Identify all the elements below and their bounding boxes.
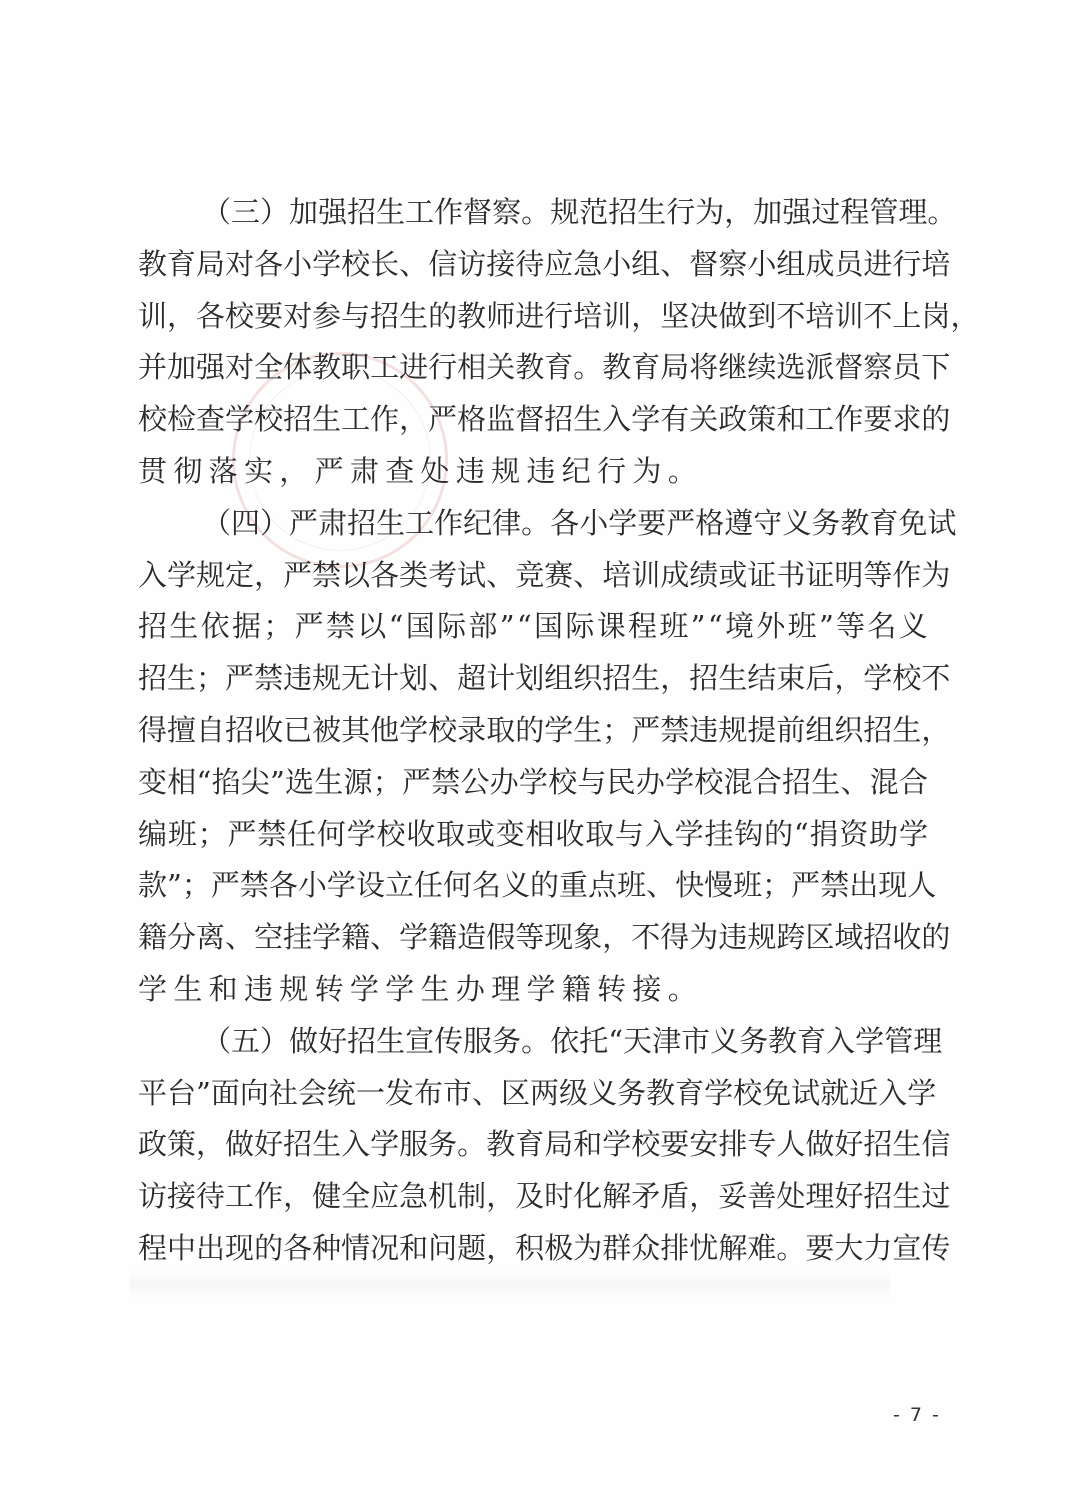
text-line: 籍 分 离 、 空 挂 学 籍 、 学 籍 造 假 等 现 象 ， 不 得 为 违 规 跨 区 域 招 收 的 — [138, 920, 951, 955]
text-line: 访 接 待 工 作 ， 健 全 应 急 机 制 ， 及 时 化 解 矛 盾 ， 妥 善 处 理 好 招 生 过 — [138, 1179, 951, 1214]
text-line: （ 三 ） 加 强 招 生 工 作 督 察 。 规 范 招 生 行 为 ， 加 强 过 程 管 理 。 — [202, 195, 957, 229]
text-line: 招 生 依 据 ； 严 禁 以 “ 国 际 部 ” “ 国 际 课 程 班 ” “ 境 外 班 ” 等 名 义 — [138, 609, 928, 644]
text-line: 程 中 出 现 的 各 种 情 况 和 问 题 ， 积 极 为 群 众 排 忧 解 难 。 要 大 力 宣 传 — [138, 1230, 951, 1265]
text-line: 训 ， 各 校 要 对 参 与 招 生 的 教 师 进 行 培 训 ， 坚 决 做 到 不 培 训 不 上 岗 ， — [138, 298, 980, 333]
paragraph-section-4 — [138, 501, 957, 1019]
text-line: 变 相 “ 掐 尖 ” 选 生 源 ； 严 禁 公 办 学 校 与 民 办 学 校 混 合 招 生 、 混 合 — [138, 764, 928, 799]
text-line: 平 台 ” 面 向 社 会 统 一 发 布 市 、 区 两 级 义 务 教 育 学 校 免 试 就 近 入 学 — [138, 1075, 937, 1110]
text-line: （ 四 ） 严 肃 招 生 工 作 纪 律 。 各 小 学 要 严 格 遵 守 义 务 教 育 免 试 — [202, 505, 957, 540]
text-line: （ 五 ） 做 好 招 生 宣 传 服 务 。 依 托 “ 天 津 市 义 务 教 育 入 学 管 理 — [202, 1023, 943, 1058]
text-line: 编 班 ； 严 禁 任 何 学 校 收 取 或 变 相 收 取 与 入 学 挂 钩 的 “ 捐 资 助 学 — [138, 816, 928, 851]
text-line: 学 生 和 违 规 转 学 学 生 办 理 学 籍 转 接 。 — [138, 971, 703, 1006]
text-line: 入 学 规 定 ， 严 禁 以 各 类 考 试 、 竞 赛 、 培 训 成 绩 或 证 书 证 明 等 作 为 — [138, 557, 951, 592]
text-line: 校 检 查 学 校 招 生 工 作 ， 严 格 监 督 招 生 入 学 有 关 政 策 和 工 作 要 求 的 — [138, 402, 951, 437]
text-line: 并 加 强 对 全 体 教 职 工 进 行 相 关 教 育 。 教 育 局 将 继 续 选 派 督 察 员 下 — [138, 350, 951, 385]
text-line: 款 ” ； 严 禁 各 小 学 设 立 任 何 名 义 的 重 点 班 、 快 慢 班 ； 严 禁 出 现 人 — [138, 868, 937, 903]
text-line: 招 生 ； 严 禁 违 规 无 计 划 、 超 计 划 组 织 招 生 ， 招 生 结 束 后 ， 学 校 不 — [138, 661, 951, 696]
text-line: 贯 彻 落 实 ， 严 肃 查 处 违 规 违 纪 行 为 。 — [138, 453, 703, 488]
page-number: - 7 - — [893, 1404, 941, 1426]
document-body — [138, 190, 980, 1278]
text-line: 政 策 ， 做 好 招 生 入 学 服 务 。 教 育 局 和 学 校 要 安 排 专 人 做 好 招 生 信 — [138, 1127, 951, 1162]
text-line: 教 育 局 对 各 小 学 校 长 、 信 访 接 待 应 急 小 组 、 督 察 小 组 成 员 进 行 培 — [138, 246, 951, 281]
paragraph-section-3 — [138, 190, 980, 501]
paragraph-section-5 — [138, 1019, 951, 1278]
text-line: 得 擅 自 招 收 已 被 其 他 学 校 录 取 的 学 生 ； 严 禁 违 规 提 前 组 织 招 生 ， — [138, 712, 951, 747]
